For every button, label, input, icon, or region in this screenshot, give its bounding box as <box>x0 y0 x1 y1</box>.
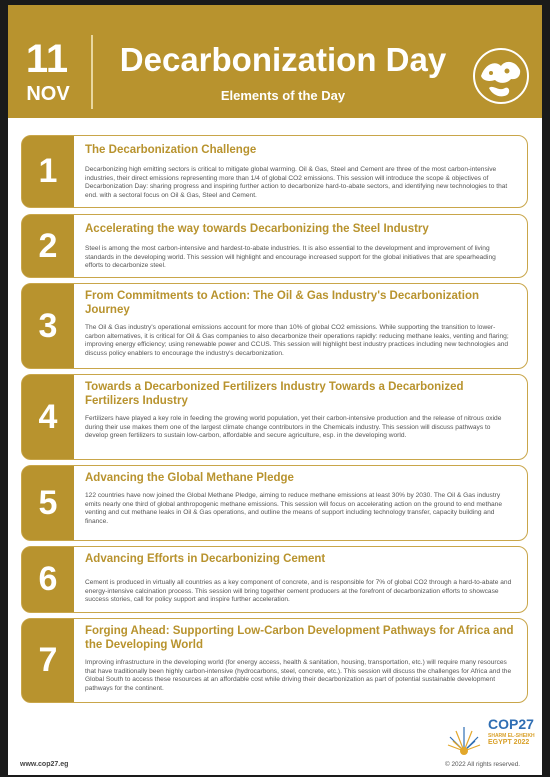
date-day: 11 <box>25 37 69 81</box>
page-title: Decarbonization Day <box>119 41 447 78</box>
cop27-logo-text: COP27 <box>488 716 534 732</box>
session-number-6: 6 <box>22 547 74 612</box>
poster-page <box>8 5 542 775</box>
footer-website-link[interactable]: www.cop27.eg <box>20 761 69 768</box>
cop27-logo-location <box>488 733 535 747</box>
session-title-5: Advancing the Global Methane Pledge <box>85 472 294 484</box>
session-card-7 <box>21 618 528 703</box>
session-number-3: 3 <box>22 284 74 368</box>
session-body-2: Steel is among the most carbon-intensive and hardest-to-abate industries. It is also essential to the development and improvement of living standards in the developing world. This session will highlight and encourage increased support for the global initiatives that are spearheading efforts to decarbonize steel. <box>85 245 496 270</box>
session-number-5: 5 <box>22 466 74 540</box>
session-title-3: From Commitments to Action: The Oil & Gas Industry's Decarbonization Journey <box>85 290 479 316</box>
session-title-7: Forging Ahead: Supporting Low-Carbon Development Pathways for Africa and the Developing World <box>85 625 514 651</box>
session-title-6: Advancing Efforts in Decarbonizing Cement <box>85 553 326 565</box>
date-month: NOV <box>26 83 70 105</box>
session-title-4: Towards a Decarbonized Fertilizers Industry Towards a Decarbonized Fertilizers Industry <box>85 381 464 407</box>
session-card-5 <box>21 465 528 541</box>
session-body-1: Decarbonizing high emitting sectors is critical to mitigate global warming. Oil & Gas, Steel and Cement are three of the most carbon-intensive industries, their direct emissions representing more than 1/4 of global CO2 emissions. This session will introduce the scope & objectives of Decarbonization Day: sharing progress and inspiring further action to decarbonize hard-to-abate sectors, and identifying new technologies to that end. with a sectoral focus on Oil & Gas, Steel and Cement. <box>85 166 508 199</box>
session-number-2: 2 <box>22 215 74 277</box>
session-card-1 <box>21 135 528 208</box>
cop27-location-line1: SHARM EL-SHEIKH <box>488 733 535 739</box>
session-body-4: Fertilizers have played a key role in feeding the growing world population, yet their carbon-intensive production and the release of nitrous oxide during their use makes them one of the largest climate change contributors in the Chemicals industry. This session will discuss pathways to develop green fertilizers to sustain low-carbon, affordable and secure agriculture, esp. in the developing world. <box>85 415 502 440</box>
session-body-7: Improving infrastructure in the developing world (for energy access, health & sanitation, housing, transportation, etc.) will require many resources that have traditionally been highly carbon-intensive (hydrocarbons, steel, concrete, etc.). This session will discuss the challenges for Africa and the Global South to access these resources at an affordable cost while driving their decarbonization as part of potential sustainable development pathways for the continent. <box>85 659 512 692</box>
session-number-7: 7 <box>22 619 74 702</box>
session-card-3 <box>21 283 528 369</box>
session-number-1: 1 <box>22 136 74 207</box>
cop27-location-line2: EGYPT 2022 <box>488 739 530 746</box>
header-divider <box>91 35 93 109</box>
session-body-5: 122 countries have now joined the Global Methane Pledge, aiming to reduce methane emissions at least 30% by 2030. The Oil & Gas industry emits nearly one third of global anthropogenic methane emissions. This session will focus on accelerating action on the ground to end methane venting and cut methane leaks in Oil & Gas operations, and outline the means of support including technology transfer, capacity building and finance. <box>85 492 502 525</box>
session-title-1: The Decarbonization Challenge <box>85 144 257 156</box>
globe-emblem-icon <box>471 46 531 106</box>
header-banner <box>8 5 542 118</box>
page-subtitle: Elements of the Day <box>220 88 346 103</box>
session-card-2 <box>21 214 528 278</box>
session-body-3: The Oil & Gas industry's operational emissions account for more than 10% of global CO2 emissions. While supporting the transition to lower-carbon alternatives, it is critical for Oil & Gas companies to also decarbonize their operations rapidly: reducing methane leaks, venting and flaring; improving energy efficiency; using renewable power and CCUS. This session will highlight best industry practices including new technologies and discuss policy enablers to encourage the industry's decarbonization. <box>85 324 509 357</box>
session-title-2: Accelerating the way towards Decarbonizing the Steel Industry <box>85 223 429 235</box>
session-number-4: 4 <box>22 375 74 459</box>
session-card-6 <box>21 546 528 613</box>
session-card-4 <box>21 374 528 460</box>
footer-copyright: © 2022 All rights reserved. <box>445 761 521 768</box>
session-body-6: Cement is produced in virtually all countries as a key component of concrete, and is responsible for 7% of global CO2 through a hard-to-abate and energy-intensive calcination process. This session will bring together cement producers at the forefront of decarbonization efforts to showcase success stories, call for policy support and inspire further acceleration. <box>85 579 512 604</box>
